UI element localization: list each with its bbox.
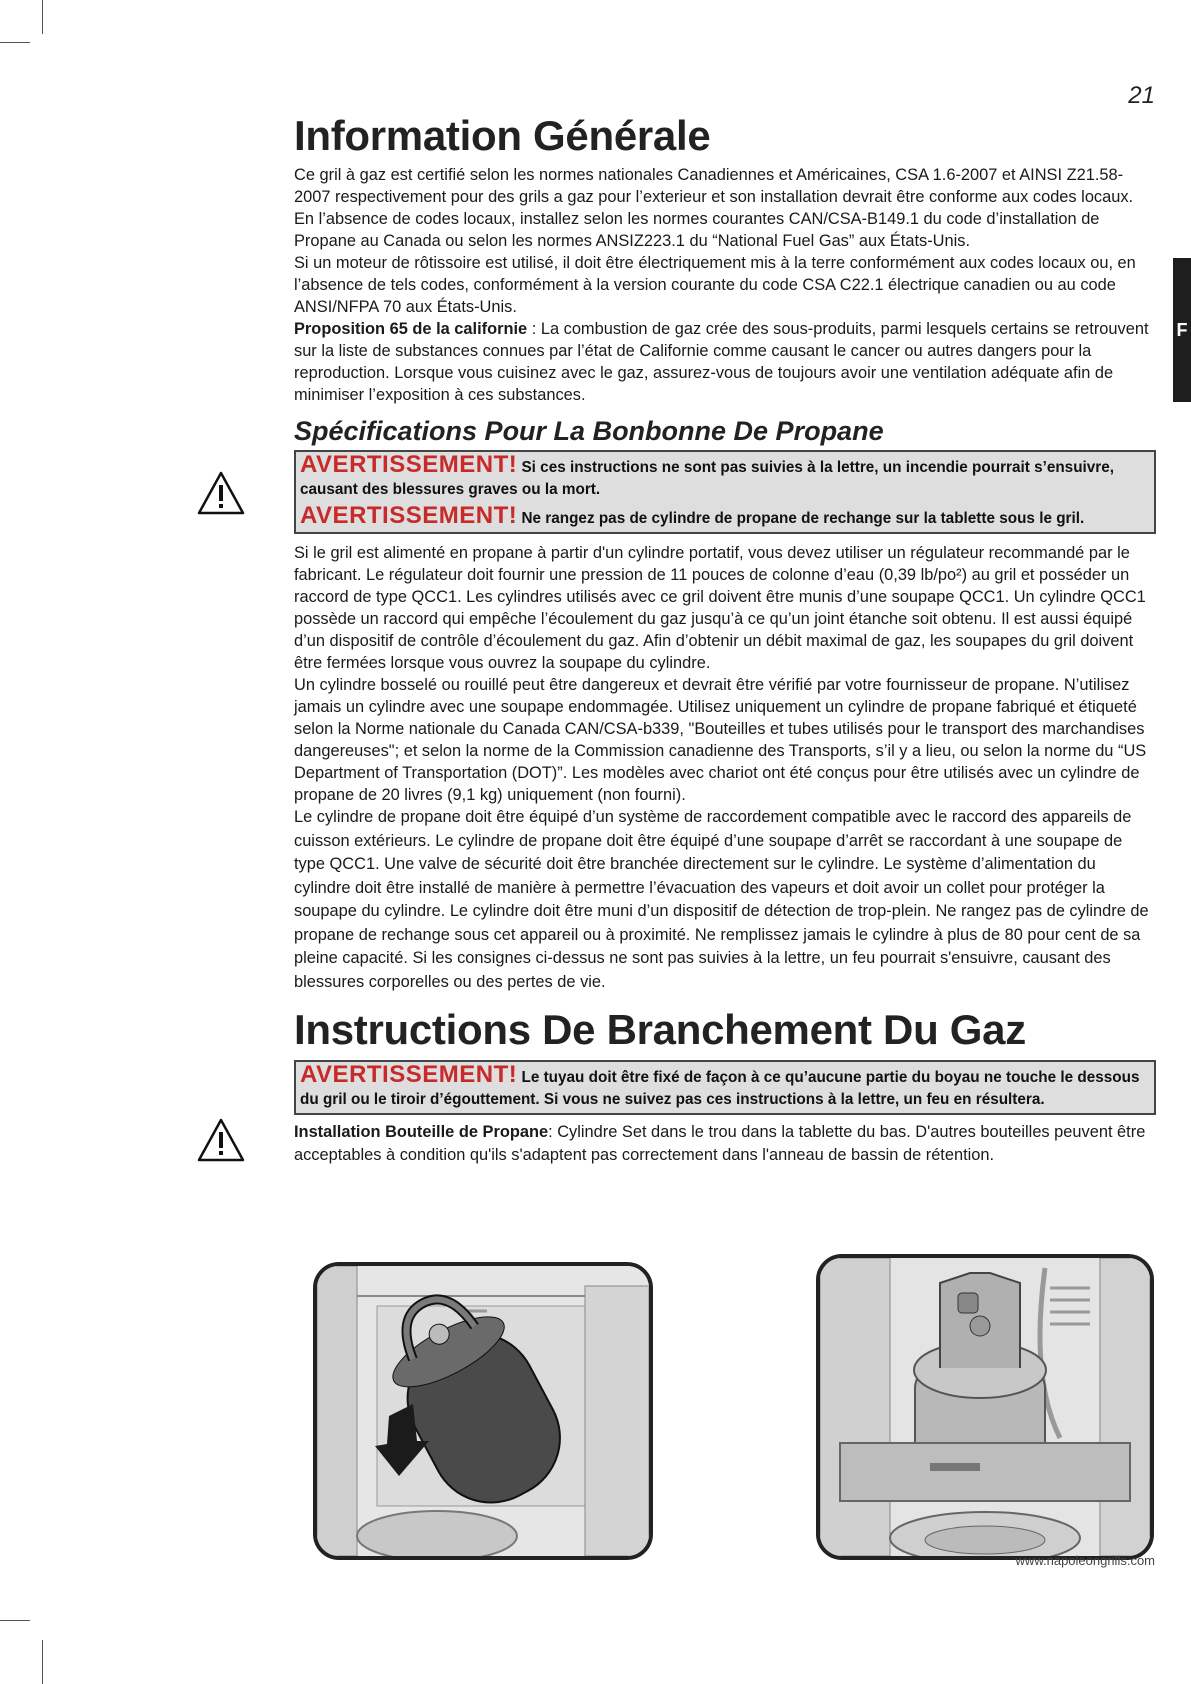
warning-word: AVERTISSEMENT! xyxy=(300,451,518,478)
language-tab xyxy=(1173,258,1191,402)
prop65-text: : La combustion de gaz crée des sous-produits, parmi lesquels certains se retrouvent sur la liste de substances connues par l’état de Californie comme causant le cancer ou autres dangers pour la reproduction. Lorsque vous cuisinez avec le gaz, assurez-vous de toujours avoir une ventilation adéquate afin de minimiser l’exposition à ces substances. xyxy=(294,320,1149,404)
page-number: 21 xyxy=(1128,82,1155,109)
illustration-tank-seated xyxy=(816,1254,1154,1560)
paragraph-regulator: Si le gril est alimenté en propane à partir d'un cylindre portatif, vous devez utiliser un régulateur recommandé par le fabricant. Le régulateur doit fournir une pression de 11 pouces de colonne d’eau (0,39 lb/po²) au gril et posséder un raccord de type QCC1. Les cylindres utilisés avec ce gril doivent être munis d’une soupape QCC1. Un cylindre QCC1 possède un raccord qui empêche l’écoulement du gaz jusqu’à ce qu’un joint étanche soit obtenu. Il est aussi équipé d’un dispositif de contrôle d’écoulement du gaz. Afin d’obtenir un débit maximal de gaz, les soupapes du gril doivent être fermées lorsque vous ouvrez la soupape du cylindre. xyxy=(294,544,1146,672)
paragraph-prop65 xyxy=(294,318,1156,406)
paragraph-certification: Ce gril à gaz est certifié selon les normes nationales Canadiennes et Américaines, CSA 1.6-2007 et AINSI Z21.58-2007 respectivement pour des grils a gaz pour l’exterieur et son installation devrait être conforme aux codes locaux. En l’absence de codes locaux, installez selon les normes courantes CAN/CSA-B149.1 du code d’installation de Propane au Canada ou selon les normes ANSIZ223.1 du “National Fuel Gas” aux États-Unis. xyxy=(294,166,1134,250)
warning-text: Ne rangez pas de cylindre de propane de rechange sur la tablette sous le gril. xyxy=(517,510,1085,527)
warning-triangle-icon xyxy=(196,470,246,516)
installation-text: : Cylindre Set dans le trou dans la tablette du bas. D'autres bouteilles peuvent être acceptables à condition qu'ils s'adaptent pas correctement dans l'anneau de bassin de rétention. xyxy=(294,1123,1146,1164)
warning-word: AVERTISSEMENT! xyxy=(300,1061,518,1088)
warning-word: AVERTISSEMENT! xyxy=(300,502,518,529)
installation-label: Installation Bouteille de Propane xyxy=(294,1123,549,1141)
warning-box-hose xyxy=(294,1060,1156,1115)
language-tab-label: F xyxy=(1176,319,1188,340)
paragraph-cylinder-condition: Un cylindre bosselé ou rouillé peut être dangereux et devrait être vérifié par votre fournisseur de propane. N’utilisez jamais un cylindre avec une soupape endommagée. Utilisez uniquement un cylindre de propane fabriqué et étiqueté selon la Norme nationale du Canada CAN/CSA-b339, "Bouteilles et tubes utilisés pour le transport des marchandises dangereuses"; et selon la norme de la Commission canadienne des Transports, s’il y a lieu, ou selon la norme du “US Department of Transportation (DOT)”. Les modèles avec chariot ont été conçus pour être utilisés avec un cylindre de propane de 20 livres (9,1 kg) uniquement (non fourni). xyxy=(294,676,1147,804)
warning-text: Si ces instructions ne sont pas suivies à la lettre, un incendie pourrait s’ensuivre, causant des blessures graves ou la mort. xyxy=(300,459,1114,498)
warning-text: Le tuyau doit être fixé de façon à ce qu’aucune partie du boyau ne touche le dessous du gril ou le tiroir d’égouttement. Si vous ne suivez pas ces instructions à la lettre, un feu en résultera. xyxy=(300,1069,1140,1108)
paragraph-cylinder-connection: Le cylindre de propane doit être équipé d’un système de raccordement compatible avec le raccord des appareils de cuisson extérieurs. Le cylindre de propane doit être équipé d’une soupape d’arrêt se raccordant à une soupape de type QCC1. Une valve de sécurité doit être branchée directement sur le cylindre. Le système d’alimentation du cylindre doit être installé de manière à permettre l’évacuation des vapeurs et doit avoir un collet pour protéger la soupape du cylindre. Le cylindre doit être muni d’un dispositif de détection de trop-plein. Ne rangez pas de cylindre de propane de rechange sous cet appareil ou à proximité. Ne remplissez jamais le cylindre à plus de 80 pour cent de sa pleine capacité. Si les consignes ci-dessus ne sont pas suivies à la lettre, un feu pourrait s'ensuivre, causant des blessures corporelles ou des pertes de vie. xyxy=(294,808,1149,991)
warning-triangle-icon xyxy=(196,1117,246,1163)
footer-website: www.napoleongrills.com xyxy=(1015,1553,1155,1568)
paragraph-installation xyxy=(294,1121,1156,1167)
warning-line xyxy=(300,451,1150,501)
tank-seated-drawing xyxy=(820,1258,1150,1556)
crop-mark xyxy=(42,1640,43,1684)
section-title-gas-connection: Instructions De Branchement Du Gaz xyxy=(294,1006,1026,1053)
warning-line xyxy=(300,1061,1150,1111)
paragraph-rotisserie: Si un moteur de rôtissoire est utilisé, il doit être électriquement mis à la terre conformément aux codes locaux ou, en l’absence de tels codes, conformément à la version courante du code CSA C22.1 électrique canadien ou au code ANSI/NFPA 70 aux États-Unis. xyxy=(294,254,1136,316)
crop-mark xyxy=(0,42,30,43)
tank-insertion-drawing xyxy=(317,1266,649,1556)
section-title-information: Information Générale xyxy=(294,112,711,159)
crop-mark xyxy=(42,0,43,34)
crop-mark xyxy=(0,1620,30,1621)
prop65-label: Proposition 65 de la californie xyxy=(294,320,528,338)
illustration-tank-insertion xyxy=(313,1262,653,1560)
warning-box-propane xyxy=(294,450,1156,534)
warning-line xyxy=(300,502,1150,530)
page-content xyxy=(294,108,1156,1167)
section-title-propane-specs: Spécifications Pour La Bonbonne De Propane xyxy=(294,416,884,446)
